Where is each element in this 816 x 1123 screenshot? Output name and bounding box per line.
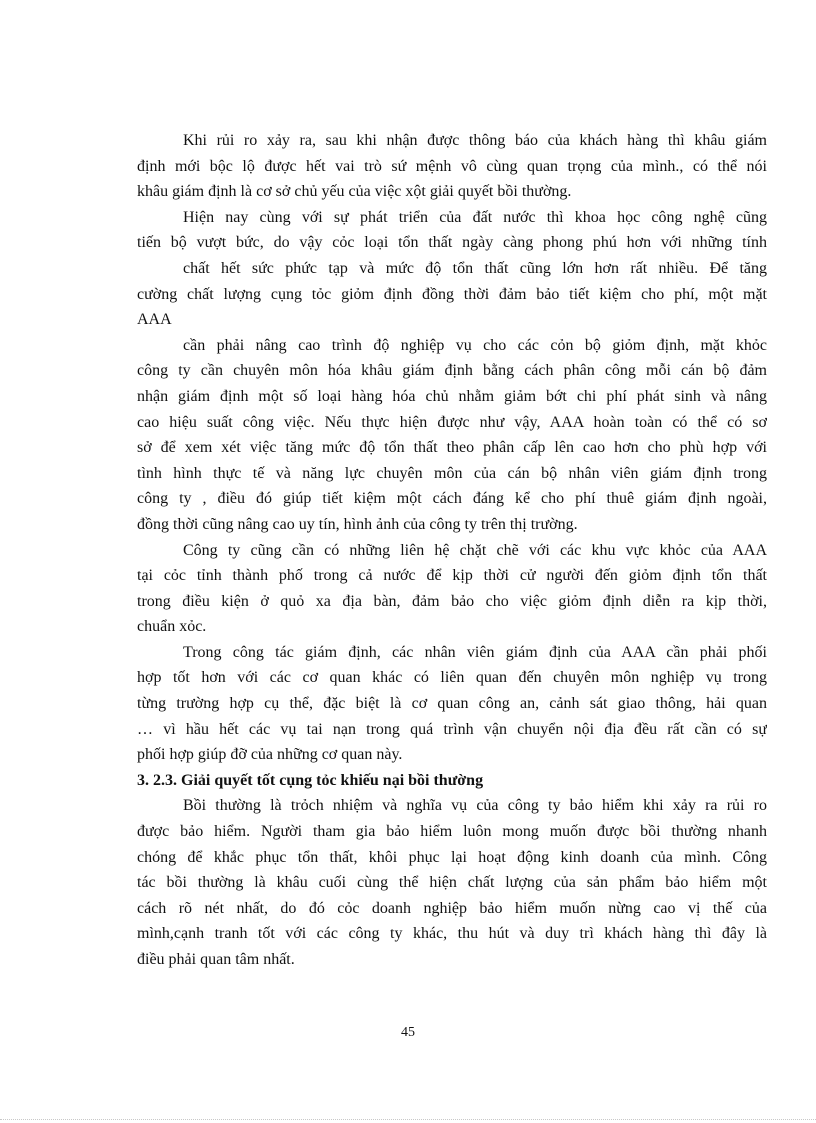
- page-number: 45: [401, 1025, 415, 1040]
- text-line: được bảo hiểm. Người tham gia bảo hiểm luôn mong muốn được bồi thường nhanh: [137, 823, 767, 841]
- text-line: cường chất lượng cụng tỏc giỏm định đồng thời đảm bảo tiết kiệm cho phí, một mặt: [137, 285, 767, 303]
- text-line: chất hết sức phức tạp và mức độ tổn thất cũng lớn hơn rất nhiều. Để tăng: [183, 259, 767, 277]
- text-line: đồng thời cũng nâng cao uy tín, hình ảnh của công ty trên thị trường.: [137, 515, 578, 533]
- text-line: nhận giám định một số loại hàng hóa chủ nhằm giảm bớt chi phí phát sinh và nâng: [137, 387, 767, 405]
- text-line: AAA: [137, 311, 172, 329]
- text-line: công ty , điều đó giúp tiết kiệm một cách đáng kể cho phí thuê giám định ngoài,: [137, 490, 767, 508]
- text-line: hợp tốt hơn với các cơ quan khác có liên quan đến chuyên môn nghiệp vụ trong: [137, 669, 767, 687]
- text-line: trong điều kiện ở quỏ xa địa bàn, đảm bảo cho việc giỏm định diễn ra kịp thời,: [137, 592, 767, 610]
- document-body: [137, 128, 767, 973]
- text-line: khâu giám định là cơ sở chủ yếu của việc xột giải quyết bồi thường.: [137, 183, 572, 201]
- text-line: từng trường hợp cụ thể, đặc biệt là cơ quan công an, cảnh sát giao thông, hải quan: [137, 695, 767, 713]
- text-line: tình hình thực tế và năng lực chuyên môn của cán bộ nhân viên giám định trong: [137, 464, 767, 482]
- text-line: điều phải quan tâm nhất.: [137, 951, 295, 968]
- text-line: định mới bộc lộ được hết vai trò sứ mệnh vô cùng quan trọng của mình., có thể nói: [137, 157, 767, 175]
- text-line: Khi rủi ro xảy ra, sau khi nhận được thông báo của khách hàng thì khâu giám: [183, 132, 767, 149]
- text-line: cách rõ nét nhất, do đó cỏc doanh nghiệp bảo hiểm muốn nừng cao vị thế của: [137, 899, 767, 917]
- text-line: công ty cần chuyên môn hóa khâu giám định bằng cách phân công mỗi cán bộ đảm: [137, 362, 767, 380]
- text-line: cao hiệu suất công việc. Nếu thực hiện được như vậy, AAA hoàn toàn có thể có sơ: [137, 413, 767, 431]
- text-line: phối hợp giúp đỡ của những cơ quan này.: [137, 746, 403, 764]
- page-bottom-divider: [0, 1119, 816, 1120]
- text-line: Hiện nay cùng với sự phát triển của đất nước thì khoa học công nghệ cũng: [183, 208, 767, 226]
- text-line: … vì hầu hết các vụ tai nạn trong quá trình vận chuyển nội địa đều rất cần có sự: [137, 720, 767, 738]
- text-line: chóng để khắc phục tổn thất, khôi phục lại hoạt động kinh doanh của mình. Công: [137, 848, 767, 866]
- text-line: cần phải nâng cao trình độ nghiệp vụ cho các cỏn bộ giỏm định, mặt khỏc: [183, 336, 767, 354]
- text-line: Công ty cũng cần có những liên hệ chặt chẽ với các khu vực khỏc của AAA: [183, 541, 767, 559]
- text-line: sở để xem xét việc tăng mức độ tổn thất theo phân cấp lên cao hơn cho phù hợp với: [137, 439, 767, 457]
- text-line: tiến bộ vượt bức, do vậy cỏc loại tổn thất ngày càng phong phú hơn với những tính: [137, 234, 767, 252]
- text-line: chuẩn xỏc.: [137, 618, 207, 636]
- text-line: mình,cạnh tranh tốt với các công ty khác, thu hút và duy trì khách hàng thì đây là: [137, 925, 767, 943]
- text-line: Bồi thường là trỏch nhiệm và nghĩa vụ của công ty bảo hiểm khi xảy ra rủi ro: [183, 797, 767, 815]
- section-heading: 3. 2.3. Giải quyết tốt cụng tỏc khiếu nại bồi thường: [137, 771, 484, 789]
- text-line: Trong công tác giám định, các nhân viên giám định của AAA cần phải phối: [183, 643, 767, 661]
- text-line: tác bồi thường là khâu cuối cùng thể hiện chất lượng của sản phẩm bảo hiểm một: [137, 874, 767, 892]
- text-line: tại cỏc tỉnh thành phố trong cả nước để kịp thời cử người đến giỏm định tổn thất: [137, 567, 767, 585]
